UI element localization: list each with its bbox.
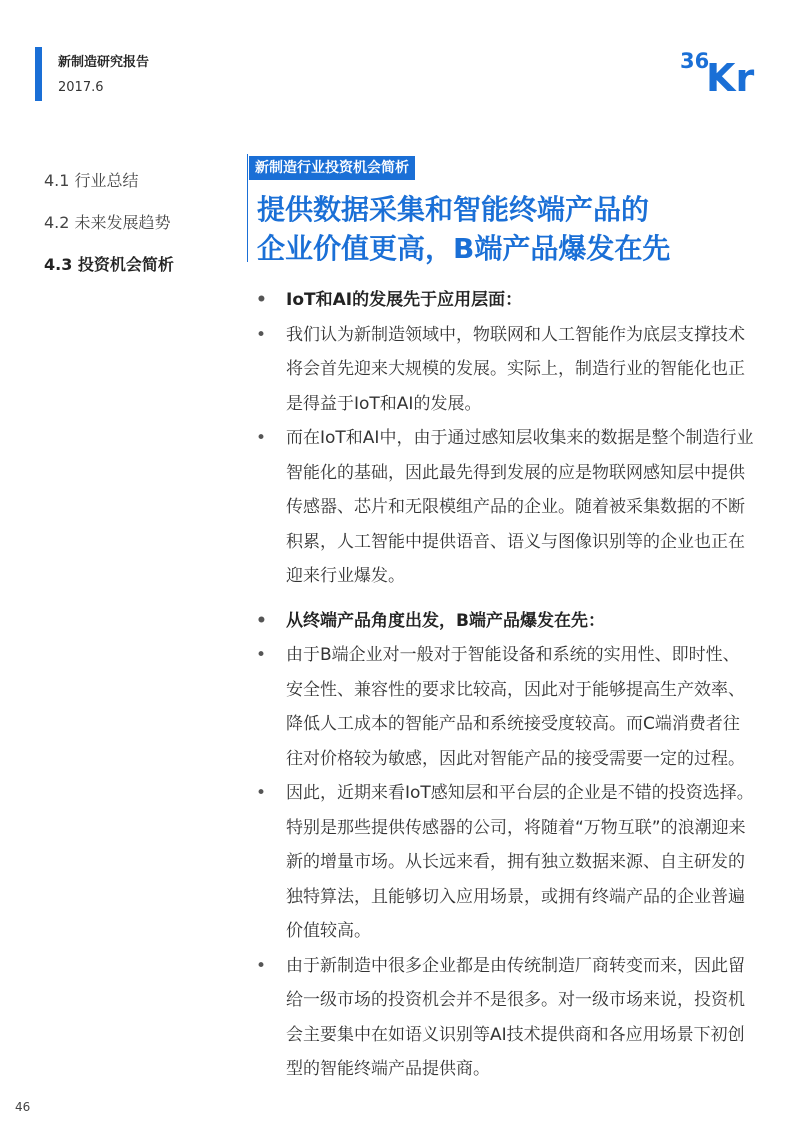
- toc-item-4-2[interactable]: 4.2 未来发展趋势: [44, 213, 171, 232]
- 36kr-logo: [680, 44, 762, 94]
- toc-item-4-1[interactable]: 4.1 行业总结: [44, 171, 139, 190]
- bullet-item: • 而在IoT和AI中，由于通过感知层收集来的数据是整个制造行业智能化的基础，因此最先得到发展的应是物联网感知层中提供传感器、芯片和无限模组产品的企业。随着被采集数据的不断积累，人工智能中提供语音、语义与图像识别等的企业也正在迎来行业爆发。: [250, 421, 755, 594]
- section-tag: 新制造行业投资机会简析: [249, 156, 415, 180]
- report-title: 新制造研究报告: [58, 55, 150, 70]
- page-number: 46: [15, 1100, 31, 1114]
- logo-kr: Kr: [706, 56, 755, 94]
- header-accent-bar: [35, 47, 42, 101]
- headline-line-2: 企业价值更高，B端产品爆发在先: [257, 232, 671, 265]
- bullet-heading-b-end: • 从终端产品角度出发，B端产品爆发在先：: [250, 604, 755, 639]
- bullet-item: • 我们认为新制造领域中，物联网和人工智能作为底层支撑技术将会首先迎来大规模的发展。实际上，制造行业的智能化也正是得益于IoT和AI的发展。: [250, 318, 755, 422]
- bullet-item: • 由于B端企业对一般对于智能设备和系统的实用性、即时性、安全性、兼容性的要求比较高，因此对于能够提高生产效率、降低人工成本的智能产品和系统接受度较高。而C端消费者往往对价格较为敏感，因此对智能产品的接受需要一定的过程。: [250, 638, 755, 776]
- logo-36: 36: [680, 49, 710, 73]
- section-divider: [247, 154, 248, 262]
- body-content: [250, 283, 755, 1087]
- headline-line-1: 提供数据采集和智能终端产品的: [257, 193, 650, 226]
- bullet-heading-iot-ai: • IoT和AI的发展先于应用层面：: [250, 283, 755, 318]
- page-headline: [257, 190, 777, 268]
- table-of-contents: [44, 170, 174, 296]
- report-date: 2017.6: [58, 80, 104, 95]
- bullet-item: • 因此，近期来看IoT感知层和平台层的企业是不错的投资选择。特别是那些提供传感器的公司，将随着“万物互联”的浪潮迎来新的增量市场。从长远来看，拥有独立数据来源、自主研发的独特算法，且能够切入应用场景，或拥有终端产品的企业普遍价值较高。: [250, 776, 755, 949]
- bullet-item: • 由于新制造中很多企业都是由传统制造厂商转变而来，因此留给一级市场的投资机会并不是很多。对一级市场来说，投资机会主要集中在如语义识别等AI技术提供商和各应用场景下初创型的智能终端产品提供商。: [250, 949, 755, 1087]
- toc-item-4-3[interactable]: 4.3 投资机会简析: [44, 255, 174, 274]
